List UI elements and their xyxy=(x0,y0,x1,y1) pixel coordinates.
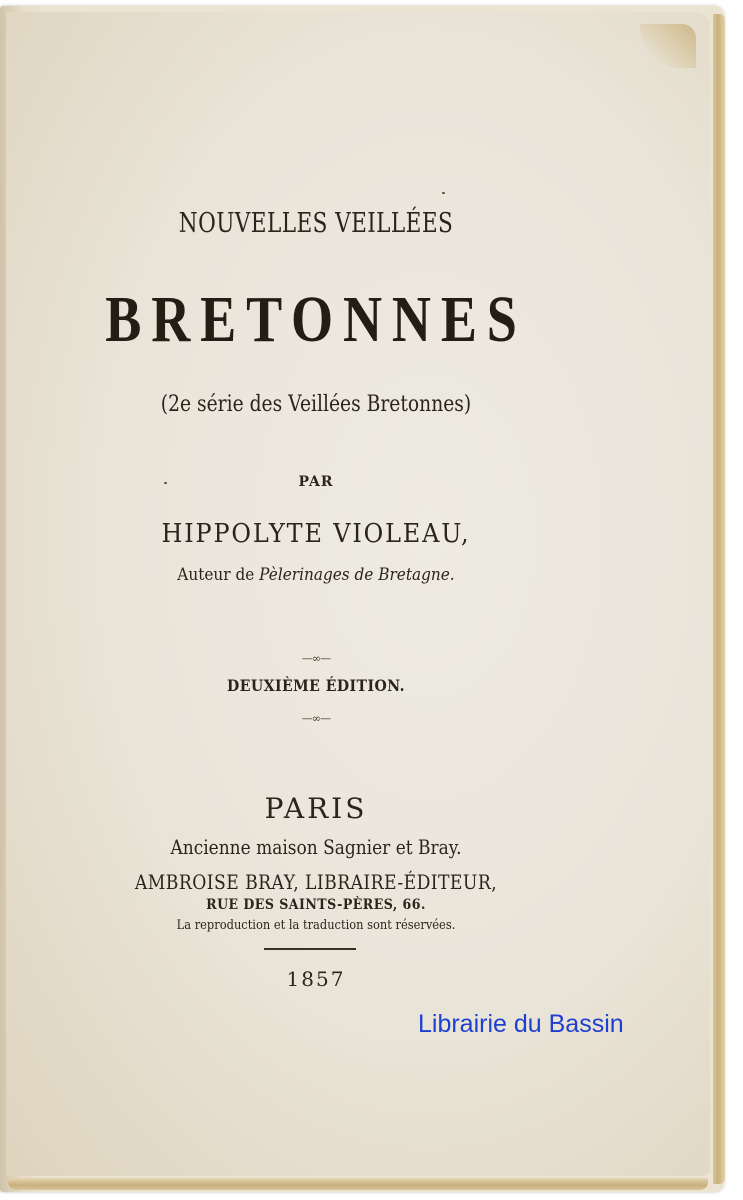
ornament-top: —∞— xyxy=(301,652,331,665)
edition-label: DEUXIÈME ÉDITION. xyxy=(227,676,405,695)
author-name: HIPPOLYTE VIOLEAU, xyxy=(161,519,471,549)
watermark-text: Librairie du Bassin xyxy=(418,1010,624,1038)
publisher-address: RUE DES SAINTS-PÈRES, 66. xyxy=(206,897,426,913)
page-block-right-edge xyxy=(713,14,725,1184)
series-title: NOUVELLES VEILLÉES xyxy=(178,208,454,239)
paper-speck xyxy=(164,482,167,484)
author-note xyxy=(37,565,595,585)
corner-fold xyxy=(640,24,696,68)
title-page xyxy=(6,12,710,1176)
subtitle: (2e série des Veillées Bretonnes) xyxy=(160,392,472,417)
author-note-work: Pèlerinages de Bretagne. xyxy=(259,565,455,585)
city: PARIS xyxy=(264,792,368,825)
par-label: PAR xyxy=(298,474,334,490)
divider-rule xyxy=(264,948,356,950)
author-note-prefix: Auteur de xyxy=(177,565,260,585)
publisher-line-1: Ancienne maison Sagnier et Bray. xyxy=(170,835,462,859)
page-block-bottom-edge xyxy=(8,1178,708,1190)
publisher-line-2: AMBROISE BRAY, LIBRAIRE-ÉDITEUR, xyxy=(134,870,498,894)
main-title: BRETONNES xyxy=(105,283,527,356)
paper-speck xyxy=(442,192,445,194)
ornament-bottom: —∞— xyxy=(301,712,331,725)
rights-notice: La reproduction et la traduction sont réservées. xyxy=(176,918,456,933)
publication-year: 1857 xyxy=(286,967,346,991)
